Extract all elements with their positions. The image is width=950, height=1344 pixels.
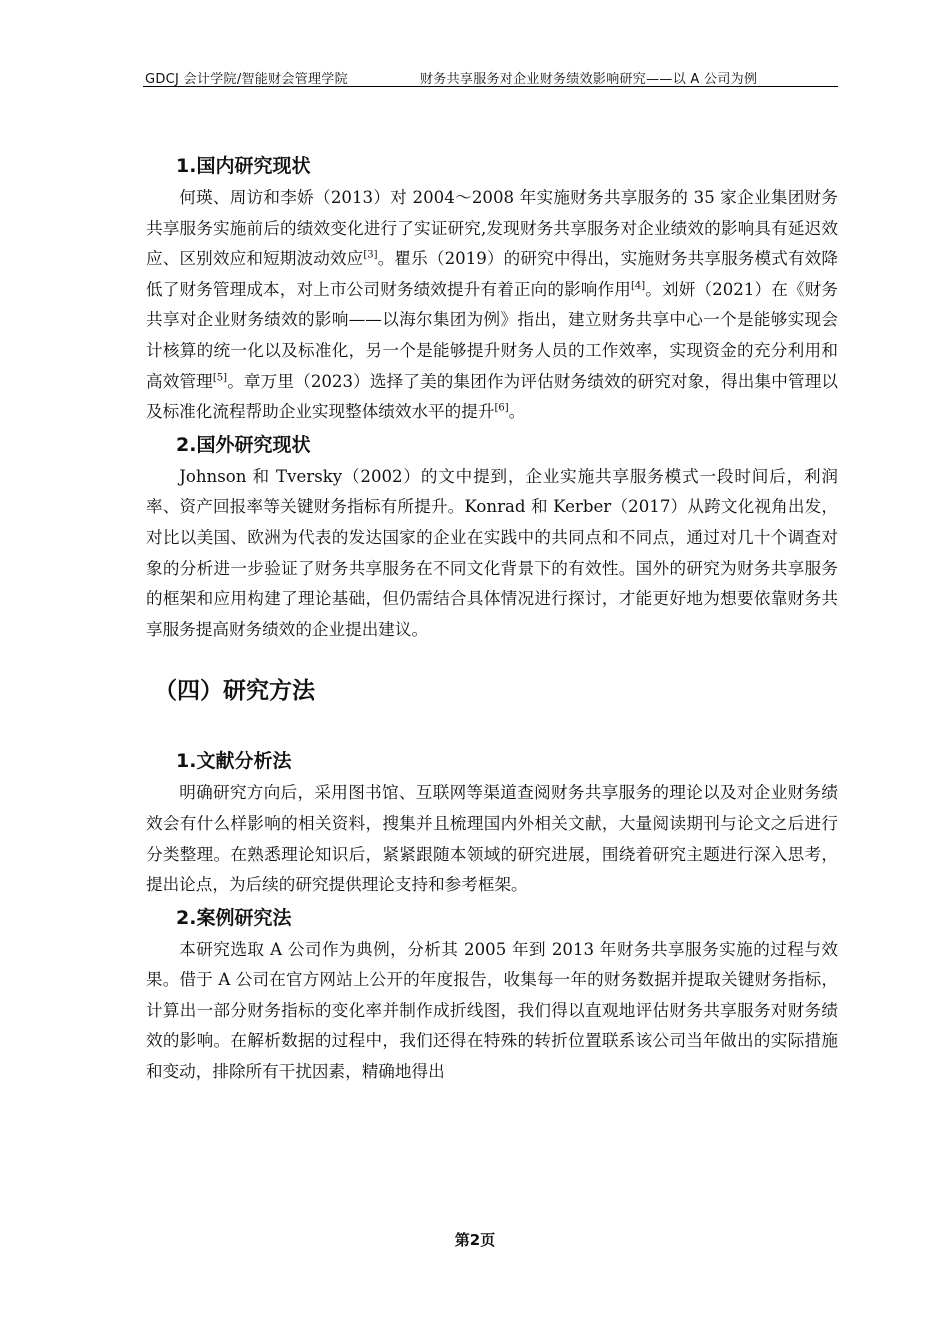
text-segment: 何瑛、周访和李娇（2013）对 2004～2008 年实施财务共享服务的 35 家企业集团财务共享服务实施前后的绩效变化进行了实证研究,发现财务共享服务对企业绩效的影响具有延迟效应、区别效应和短期波动效应	[146, 188, 838, 269]
header-paper-title: 财务共享服务对企业财务绩效影响研究——以 A 公司为例	[420, 72, 758, 87]
citation-6: [6]	[494, 402, 509, 414]
page-number: 第2页	[454, 1231, 496, 1249]
header-institution: GDCJ 会计学院/智能财会管理学院	[145, 72, 348, 87]
heading-literature-analysis: 1.文献分析法	[176, 750, 292, 773]
page-body	[146, 149, 838, 1088]
text-segment: 。瞿乐（2019）的研究中得出，实施财务共享服务模式有效降低了财务管理成本，对上市公司财务绩效提升有着正向的影响作用	[146, 249, 839, 299]
citation-3: [3]	[363, 249, 378, 261]
paragraph-domestic-research	[146, 183, 838, 428]
heading-foreign-research: 2.国外研究现状	[176, 433, 311, 456]
heading-case-study: 2.案例研究法	[176, 906, 292, 929]
text-segment: 。	[508, 402, 526, 422]
paragraph-literature-analysis: 明确研究方向后，采用图书馆、互联网等渠道查阅财务共享服务的理论以及对企业财务绩效会有什么样影响的相关资料，搜集并且梳理国内外相关文献，大量阅读期刊与论文之后进行分类整理。在熟悉理论知识后，紧紧跟随本领域的研究进展，围绕着研究主题进行深入思考，提出论点，为后续的研究提供理论支持和参考框架。	[146, 783, 838, 895]
heading-research-methods: （四）研究方法	[154, 678, 315, 705]
paragraph-foreign-research: Johnson 和 Tversky（2002）的文中提到，企业实施共享服务模式一段时间后，利润率、资产回报率等关键财务指标有所提升。Konrad 和 Kerber（2017）从跨文化视角出发，对比以美国、欧洲为代表的发达国家的企业在实践中的共同点和不同点，通过对几十个调查对象的分析进一步验证了财务共享服务在不同文化背景下的有效性。国外的研究为财务共享服务的框架和应用构建了理论基础，但仍需结合具体情况进行探讨，才能更好地为想要依靠财务共享服务提高财务绩效的企业提出建议。	[146, 466, 838, 639]
paragraph-case-study: 本研究选取 A 公司作为典例，分析其 2005 年到 2013 年财务共享服务实施的过程与效果。借于 A 公司在官方网站上公开的年度报告，收集每一年的财务数据并提取关键财务指标，计算出一部分财务指标的变化率并制作成折线图，我们得以直观地评估财务共享服务对财务绩效的影响。在解析数据的过程中，我们还得在特殊的转折位置联系该公司当年做出的实际措施和变动，排除所有干扰因素，精确地得出	[146, 939, 838, 1082]
citation-4: [4]	[630, 280, 646, 292]
citation-5: [5]	[212, 372, 228, 384]
text-segment: 。章万里（2023）选择了美的集团作为评估财务绩效的研究对象，得出集中管理以及标准化流程帮助企业实现整体绩效水平的提升	[146, 371, 839, 422]
heading-domestic-research: 1.国内研究现状	[176, 155, 311, 177]
text-segment: 。刘妍（2021）在《财务共享对企业财务绩效的影响——以海尔集团为例》指出，建立财务共享中心一个是能够实现会计核算的统一化以及标准化，另一个是能够提升财务人员的工作效率，实现资金的充分利用和高效管理	[146, 279, 839, 391]
header-divider	[143, 86, 838, 87]
